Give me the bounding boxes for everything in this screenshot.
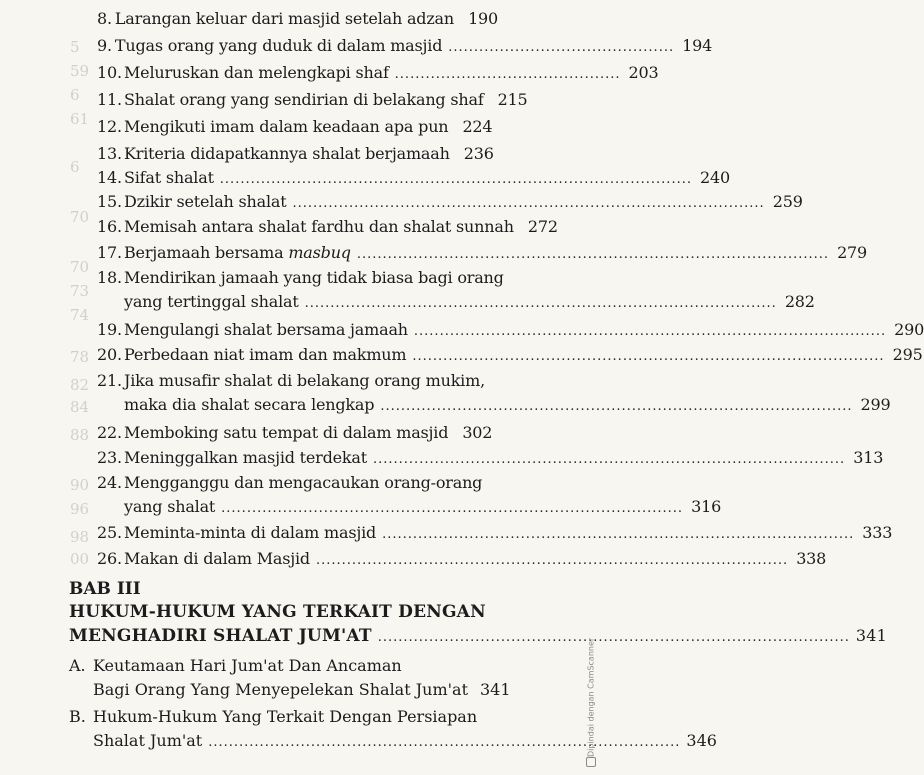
- subsection-title-cont: Bagi Orang Yang Menyepelekan Shalat Jum'at: [93, 680, 468, 699]
- entry-title: Mengganggu dan mengacaukan orang-orang: [124, 473, 483, 492]
- entry-number: 25.: [97, 523, 122, 542]
- ghost-number: 96: [70, 500, 90, 518]
- entry-number: 22.: [97, 423, 122, 442]
- entry-title: Berjamaah bersama: [124, 243, 284, 262]
- entry-title: Sifat shalat: [124, 168, 214, 187]
- entry-page: 313: [853, 448, 884, 467]
- ghost-number: 98: [70, 528, 90, 546]
- entry-title-cont: yang tertinggal shalat: [124, 292, 299, 311]
- toc-entry-23: [97, 446, 884, 472]
- entry-title: Kriteria didapatkannya shalat berjamaah: [124, 144, 450, 163]
- subsection-letter: A.: [69, 656, 86, 675]
- ghost-number: 59: [70, 62, 90, 80]
- toc-entry-21: [97, 369, 891, 419]
- leader-dots: ............................................................................................: [412, 349, 885, 364]
- leader-dots: ............................................: [394, 67, 621, 82]
- subsection-title: Hukum-Hukum Yang Terkait Dengan Persiapan: [93, 707, 478, 726]
- entry-page: 194: [682, 36, 713, 55]
- ghost-number: 88: [70, 426, 90, 444]
- toc-entry-12: [97, 115, 492, 141]
- entry-title: Mengikuti imam dalam keadaan apa pun: [124, 117, 449, 136]
- ghost-number: 70: [70, 208, 90, 226]
- toc-entry-11: [97, 88, 528, 114]
- entry-number: 19.: [97, 320, 122, 339]
- leader-dots: ............................................................................................: [377, 630, 850, 645]
- entry-title: Mendirikan jamaah yang tidak biasa bagi orang: [124, 268, 504, 287]
- toc-entry-14: [97, 166, 730, 192]
- entry-page: 295: [892, 345, 923, 364]
- entry-title: Memboking satu tempat di dalam masjid: [124, 423, 449, 442]
- entry-page: 290: [894, 320, 924, 339]
- entry-page: 279: [837, 243, 868, 262]
- subsection-page: 341: [480, 680, 511, 699]
- entry-number: 11.: [97, 90, 122, 109]
- entry-page: 282: [784, 292, 815, 311]
- leader-dots: ............................................................................................: [219, 172, 692, 187]
- show-through-page-numbers: [70, 0, 100, 620]
- leader-dots: ............................................................................................: [208, 735, 681, 750]
- leader-dots: ............................................................................................: [292, 196, 765, 211]
- toc-entry-15: [97, 190, 803, 216]
- entry-title: Tugas orang yang duduk di dalam masjid: [114, 36, 443, 55]
- ghost-number: 74: [70, 306, 90, 324]
- entry-number: 26.: [97, 549, 122, 568]
- subsection-b: [69, 705, 717, 755]
- entry-number: 8.: [97, 9, 112, 28]
- toc-entry-13: [97, 142, 492, 168]
- entry-page: 259: [772, 192, 803, 211]
- toc-entry-16: [97, 215, 558, 241]
- leader-dots: ............................................................................................: [315, 553, 789, 568]
- toc-entry-24: [97, 471, 722, 521]
- entry-page: 240: [700, 168, 730, 187]
- entry-title: Larangan keluar dari masjid setelah adzan: [114, 9, 455, 28]
- chapter-title-line: HUKUM-HUKUM YANG TERKAIT DENGAN: [69, 602, 486, 622]
- entry-title: Dzikir setelah shalat: [124, 192, 287, 211]
- entry-title-italic: masbuq: [288, 243, 351, 262]
- entry-number: 16.: [97, 217, 122, 236]
- entry-number: 14.: [97, 168, 122, 187]
- chapter-title: [69, 601, 888, 649]
- entry-number: 17.: [97, 243, 122, 262]
- entry-page: 190: [468, 9, 499, 28]
- entry-title-cont: yang shalat: [124, 497, 216, 516]
- ghost-number: 78: [70, 348, 90, 366]
- toc-entry-10: [97, 61, 659, 87]
- subsection-a: [69, 654, 511, 704]
- chapter-label: BAB III: [69, 579, 141, 599]
- toc-entry-26: [97, 547, 827, 573]
- entry-number: 9.: [97, 36, 112, 55]
- ghost-number: 90: [70, 476, 90, 494]
- leader-dots: ..........................................................................................: [221, 501, 684, 516]
- toc-entry-9: [97, 34, 713, 60]
- ghost-number: 84: [70, 398, 90, 416]
- leader-dots: ............................................: [448, 40, 675, 55]
- entry-title: Makan di dalam Masjid: [124, 549, 310, 568]
- entry-page: 203: [628, 63, 659, 82]
- ghost-number: 61: [70, 110, 90, 128]
- ghost-number: 6: [70, 86, 80, 104]
- entry-title: Meluruskan dan melengkapi shaf: [124, 63, 389, 82]
- camscanner-icon: [586, 757, 596, 767]
- camscanner-text: Dipindai dengan CamScanner: [586, 637, 596, 757]
- ghost-number: 73: [70, 282, 90, 300]
- entry-title-cont: maka dia shalat secara lengkap: [124, 395, 375, 414]
- entry-page: 302: [462, 423, 493, 442]
- entry-page: 316: [691, 497, 722, 516]
- ghost-number: 70: [70, 258, 90, 276]
- toc-entry-20: [97, 343, 923, 369]
- entry-page: 236: [463, 144, 494, 163]
- toc-entry-22: [97, 421, 492, 447]
- entry-title: Meminta-minta di dalam masjid: [124, 523, 377, 542]
- entry-title: Mengulangi shalat bersama jamaah: [124, 320, 408, 339]
- ghost-number: 5: [70, 38, 80, 56]
- subsection-letter: B.: [69, 707, 86, 726]
- toc-entry-17: [97, 241, 868, 267]
- entry-number: 24.: [97, 473, 122, 492]
- entry-page: 224: [462, 117, 493, 136]
- entry-title: Perbedaan niat imam dan makmum: [124, 345, 407, 364]
- entry-number: 21.: [97, 371, 122, 390]
- entry-title: Meninggalkan masjid terdekat: [124, 448, 367, 467]
- leader-dots: ............................................................................................: [380, 399, 853, 414]
- subsection-title: Keutamaan Hari Jum'at Dan Ancaman: [93, 656, 402, 675]
- entry-page: 299: [860, 395, 891, 414]
- subsection-title-cont: Shalat Jum'at: [93, 731, 203, 750]
- toc-entry-19: [97, 318, 924, 344]
- leader-dots: ............................................................................................: [304, 296, 777, 311]
- ghost-number: 00: [70, 550, 90, 568]
- entry-title: Memisah antara shalat fardhu dan shalat sunnah: [124, 217, 514, 236]
- entry-title: Jika musafir shalat di belakang orang mukim,: [124, 371, 485, 390]
- toc-entry-18: [97, 266, 815, 316]
- entry-page: 272: [527, 217, 558, 236]
- camscanner-watermark: [585, 600, 597, 770]
- entry-page: 215: [497, 90, 528, 109]
- leader-dots: ............................................................................................: [373, 452, 846, 467]
- chapter-title-line: MENGHADIRI SHALAT JUM'AT: [69, 626, 372, 646]
- leader-dots: ............................................................................................: [413, 324, 887, 339]
- entry-number: 13.: [97, 144, 122, 163]
- chapter-page: 341: [855, 626, 888, 645]
- ghost-number: 6: [70, 158, 80, 176]
- entry-page: 333: [862, 523, 893, 542]
- toc-entry-8: [97, 7, 499, 33]
- entry-number: 10.: [97, 63, 122, 82]
- entry-number: 18.: [97, 268, 122, 287]
- entry-number: 15.: [97, 192, 122, 211]
- entry-number: 23.: [97, 448, 122, 467]
- subsection-page: 346: [686, 731, 717, 750]
- entry-page: 338: [796, 549, 827, 568]
- leader-dots: ............................................................................................: [382, 527, 855, 542]
- entry-number: 12.: [97, 117, 122, 136]
- entry-title: Shalat orang yang sendirian di belakang shaf: [124, 90, 484, 109]
- leader-dots: ............................................................................................: [356, 247, 830, 262]
- entry-number: 20.: [97, 345, 122, 364]
- toc-entry-25: [97, 521, 893, 547]
- ghost-number: 82: [70, 376, 90, 394]
